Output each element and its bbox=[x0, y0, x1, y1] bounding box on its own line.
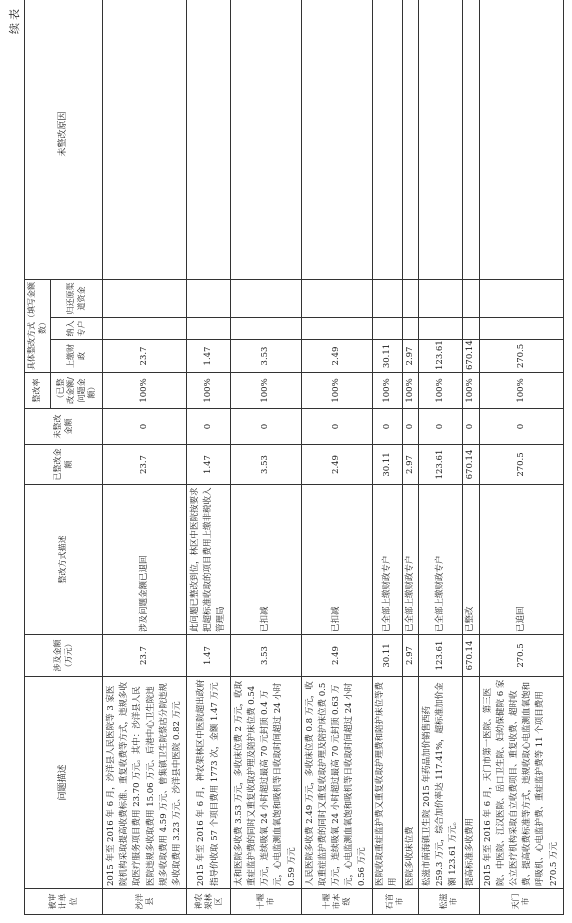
cell-rate: 100% bbox=[231, 373, 302, 409]
cell-reason bbox=[301, 0, 372, 279]
header-unit: 被审计单位 bbox=[25, 889, 103, 915]
cell-amount: 270.5 bbox=[479, 635, 563, 677]
cell-reason bbox=[372, 0, 402, 279]
cell-unrectified: 0 bbox=[462, 409, 479, 445]
cell-rectified: 123.61 bbox=[419, 445, 463, 485]
cell-upper: 23.7 bbox=[103, 340, 187, 373]
cell-problem: 医院多收床位费 bbox=[402, 677, 419, 889]
table-row bbox=[479, 0, 563, 915]
cell-special bbox=[419, 318, 463, 340]
cell-method: 已扣减 bbox=[231, 485, 302, 635]
cell-reason bbox=[419, 0, 463, 279]
cell-unit: 石首市 bbox=[372, 889, 419, 915]
header-rate: （已整改金额/问题金额） bbox=[51, 373, 103, 409]
cell-problem: 2015 年至 2016 年 6 月，天门市第一医院、第三医院、中医院、江汉医院、岳口卫生院、妇幼保健院 6 家公立医疗机构采取自立收费项目、重复收费、超时收费、提高收费标准等方式，违规收取心电监测血氧饱和呼吸机、心电监护费、重症监护费等 11 个项目费用 270.5 万元 bbox=[479, 677, 563, 889]
cell-rate: 100% bbox=[103, 373, 187, 409]
table-row bbox=[372, 0, 402, 915]
cell-problem: 医院收取重症监护费又重复收取护理费和陪护床位等费用 bbox=[372, 677, 402, 889]
cell-upper: 2.49 bbox=[301, 340, 372, 373]
cell-rate: 100% bbox=[479, 373, 563, 409]
header-special: 纳入专户 bbox=[51, 318, 103, 340]
table-row bbox=[103, 0, 187, 915]
header-method: 整改方式描述 bbox=[25, 485, 103, 635]
cell-unrectified: 0 bbox=[372, 409, 402, 445]
table-row bbox=[187, 0, 231, 915]
cell-amount: 2.97 bbox=[402, 635, 419, 677]
table-row bbox=[402, 0, 419, 915]
cell-reason bbox=[402, 0, 419, 279]
cell-special bbox=[372, 318, 402, 340]
header-amount: 涉及金额（万元） bbox=[25, 635, 103, 677]
cell-special bbox=[301, 318, 372, 340]
cell-amount: 30.11 bbox=[372, 635, 402, 677]
cell-amount: 23.7 bbox=[103, 635, 187, 677]
cell-returned bbox=[231, 279, 302, 317]
cell-returned bbox=[479, 279, 563, 317]
cell-upper: 270.5 bbox=[479, 340, 563, 373]
cell-problem: 提高标准多收费用 bbox=[462, 677, 479, 889]
header-specific-group: 具体整改方式（填写金额数） bbox=[25, 279, 51, 372]
cell-unrectified: 0 bbox=[187, 409, 231, 445]
cell-rectified: 670.14 bbox=[462, 445, 479, 485]
cell-amount: 1.47 bbox=[187, 635, 231, 677]
cell-rectified: 23.7 bbox=[103, 445, 187, 485]
cell-special bbox=[103, 318, 187, 340]
cell-upper: 3.53 bbox=[231, 340, 302, 373]
cell-returned bbox=[187, 279, 231, 317]
cell-unit: 天门市 bbox=[479, 889, 563, 915]
cell-returned bbox=[419, 279, 463, 317]
cell-method: 已全部上缴财政专户 bbox=[419, 485, 463, 635]
cell-rate: 100% bbox=[462, 373, 479, 409]
header-rate-group: 整改率 bbox=[25, 373, 51, 409]
cell-problem: 人民医院多收费 2.49 万元，多收床位费 0.8 万元，收取重症监护费的同时又重复收取护理及陪护床位费 0.5 万元，连续吸氧 24 小时超过最高 70 元封顶 0.63 万元，心电监测血氧饱和吸机等日收取时间超过 24 小时 0.56 万元 bbox=[301, 677, 372, 889]
header-returned: 归还原渠道资金 bbox=[51, 279, 103, 317]
cell-method: 涉及问题金额已退回 bbox=[103, 485, 187, 635]
cell-reason bbox=[187, 0, 231, 279]
cell-amount: 123.61 bbox=[419, 635, 463, 677]
cell-returned bbox=[301, 279, 372, 317]
cell-unit: 十堰市本级 bbox=[301, 889, 372, 915]
cell-method: 已扣减 bbox=[301, 485, 372, 635]
cell-amount: 3.53 bbox=[231, 635, 302, 677]
cell-unit: 神农架林区 bbox=[187, 889, 231, 915]
cell-unrectified: 0 bbox=[402, 409, 419, 445]
cell-returned bbox=[462, 279, 479, 317]
cell-method: 此问题已整改到位，林区中医院按要求把超标准收取的项目费用上缴非税收入管理局 bbox=[187, 485, 231, 635]
cell-rectified: 1.47 bbox=[187, 445, 231, 485]
cell-reason bbox=[462, 0, 479, 279]
cell-special bbox=[479, 318, 563, 340]
header-unrectified: 未整改金额 bbox=[25, 409, 103, 445]
cell-amount: 670.14 bbox=[462, 635, 479, 677]
cell-returned bbox=[402, 279, 419, 317]
cell-special bbox=[402, 318, 419, 340]
cell-rectified: 270.5 bbox=[479, 445, 563, 485]
audit-rectification-table bbox=[24, 0, 564, 915]
cell-problem: 松滋市南海镇卫生院 2015 年药品加价销售西药 259.3 万元，综合加价率达 117.41%，超标准加价金额 123.61 万元。 bbox=[419, 677, 463, 889]
cell-unit: 沙洋县 bbox=[103, 889, 187, 915]
cell-rectified: 2.97 bbox=[402, 445, 419, 485]
cell-upper: 1.47 bbox=[187, 340, 231, 373]
continued-label: 续表 bbox=[8, 6, 21, 34]
cell-rectified: 2.49 bbox=[301, 445, 372, 485]
cell-unrectified: 0 bbox=[103, 409, 187, 445]
cell-reason bbox=[479, 0, 563, 279]
cell-problem: 2015 年至 2016 年 6 月，沙洋县人民医院等 3 家医院机构采取提高收费标准、重复收费等方式，违规多收取医疗服务项目费用 23.70 万元。其中：沙洋县人民医院违规多收取费用 15.06 万元、后港中心卫生院违规多收取费用 4.59 万元、曾集镇卫生院蔡店分院违规多收取费用 3.23 万元、沙洋县中医院 0.82 万元 bbox=[103, 677, 187, 889]
cell-returned bbox=[103, 279, 187, 317]
cell-rate: 100% bbox=[301, 373, 372, 409]
cell-upper: 670.14 bbox=[462, 340, 479, 373]
header-rectified: 已整改金额 bbox=[25, 445, 103, 485]
cell-unrectified: 0 bbox=[419, 409, 463, 445]
cell-unit: 松滋市 bbox=[419, 889, 479, 915]
cell-method: 已全部上缴财政专户 bbox=[372, 485, 402, 635]
cell-problem: 太和医院多收费 3.53 万元，多收床位费 2 万元，收取重症监护费的同时又重复收取护理及陪护床位费 0.54 万元，连续吸氧 24 小时超过最高 70 元封顶 0.4 万元，心电监测血氧饱和吸机等日收取时间超过 24 小时 0.59 万元 bbox=[231, 677, 302, 889]
header-upper: 上缴财政 bbox=[51, 340, 103, 373]
cell-rate: 100% bbox=[419, 373, 463, 409]
cell-problem: 2015 年至 2016 年 6 月，神农架林区中医院超出政府指导价收取 57 个项目费用 1773 次，金额 1.47 万元 bbox=[187, 677, 231, 889]
cell-reason bbox=[231, 0, 302, 279]
cell-upper: 2.97 bbox=[402, 340, 419, 373]
cell-special bbox=[231, 318, 302, 340]
cell-amount: 2.49 bbox=[301, 635, 372, 677]
header-problem: 问题描述 bbox=[25, 677, 103, 889]
cell-special bbox=[462, 318, 479, 340]
table-row bbox=[301, 0, 372, 915]
cell-upper: 30.11 bbox=[372, 340, 402, 373]
table-row bbox=[419, 0, 463, 915]
cell-method: 已全部上缴财政专户 bbox=[402, 485, 419, 635]
cell-unrectified: 0 bbox=[301, 409, 372, 445]
cell-rectified: 30.11 bbox=[372, 445, 402, 485]
cell-special bbox=[187, 318, 231, 340]
cell-reason bbox=[103, 0, 187, 279]
cell-rate: 100% bbox=[372, 373, 402, 409]
header-reason: 未整改原因 bbox=[25, 0, 103, 279]
cell-upper: 123.61 bbox=[419, 340, 463, 373]
cell-method: 已追回 bbox=[479, 485, 563, 635]
cell-rectified: 3.53 bbox=[231, 445, 302, 485]
cell-unit: 十堰市 bbox=[231, 889, 302, 915]
table-row bbox=[231, 0, 302, 915]
cell-unrectified: 0 bbox=[479, 409, 563, 445]
cell-method: 已整改 bbox=[462, 485, 479, 635]
cell-unrectified: 0 bbox=[231, 409, 302, 445]
table-row bbox=[462, 0, 479, 915]
cell-rate: 100% bbox=[187, 373, 231, 409]
cell-returned bbox=[372, 279, 402, 317]
cell-rate: 100% bbox=[402, 373, 419, 409]
